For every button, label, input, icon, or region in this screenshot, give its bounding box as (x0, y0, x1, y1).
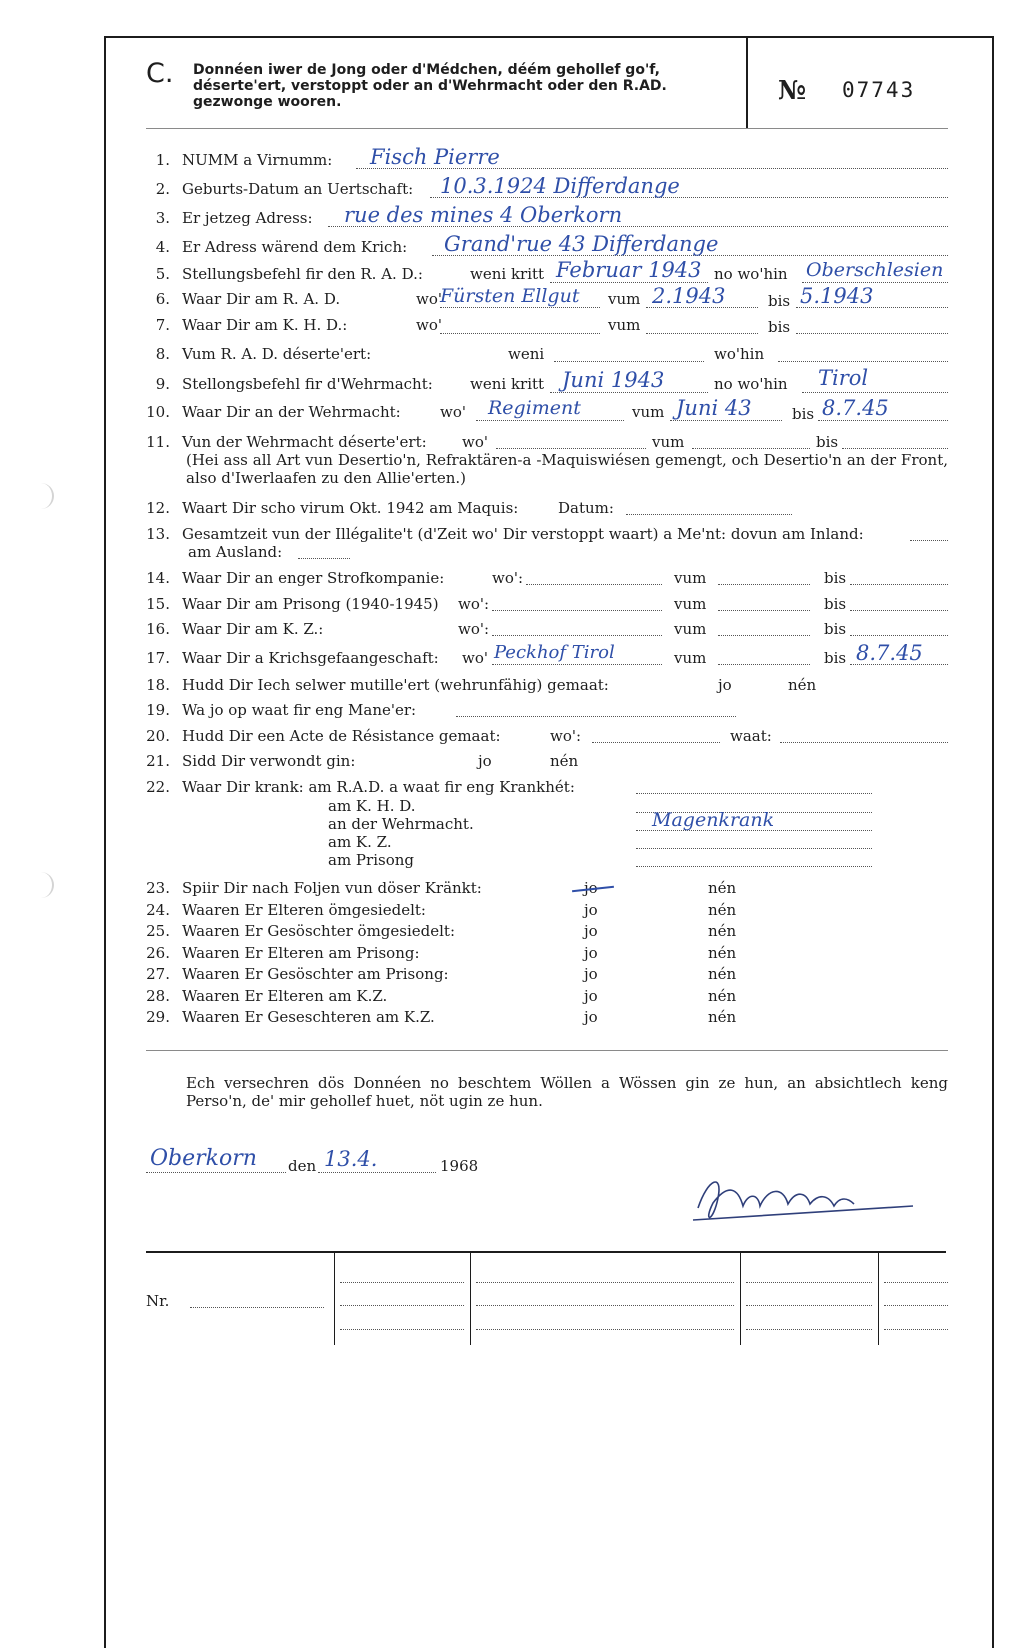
handwritten-rad-order-dest[interactable]: Oberschlesien (806, 259, 944, 281)
option-jo[interactable]: jo (584, 922, 598, 940)
footer-column-divider (740, 1253, 741, 1345)
label-weni: weni (508, 345, 545, 363)
label-vum: vum (674, 620, 707, 638)
label-bis: bis (768, 318, 791, 336)
handwritten-pow-where[interactable]: Peckhof Tirol (494, 642, 615, 663)
label-bis: bis (792, 405, 815, 423)
field-row: 13. Gesamtzeit vun der Illégalite't (d'Zeit wo' Dir verstoppt waart) a Me'nt: dovun am Inland: (146, 525, 864, 543)
field-row: 3. Er jetzeg Adress: (155, 209, 313, 227)
label-no-wohin: no wo'hin (714, 265, 788, 283)
handwritten-birth[interactable]: 10.3.1924 Differdange (440, 174, 680, 198)
fill-line (796, 333, 948, 334)
fill-line (492, 610, 662, 611)
option-nen[interactable]: nén (708, 879, 737, 897)
option-jo[interactable]: jo (584, 987, 598, 1005)
fill-line (476, 1282, 734, 1283)
field-row: 29. Waaren Er Geseschteren am K.Z. (146, 1008, 435, 1026)
field-row: 9. Stellongsbefehl fir d'Wehrmacht: (155, 375, 433, 393)
option-nen[interactable]: nén (708, 901, 737, 919)
footer-column-divider (334, 1253, 335, 1345)
fill-line (910, 540, 948, 541)
declaration-text: Ech versechren dös Donnéen no beschtem Wöllen a Wössen gin ze hun, an absichtlech keng Perso'n, de' mir gehollef huet, nöt ugin ze hun. (186, 1074, 948, 1110)
field-row: 16. Waar Dir am K. Z.: (146, 620, 324, 638)
label-bis: bis (824, 620, 847, 638)
fill-line (850, 584, 948, 585)
fill-line (592, 742, 720, 743)
declaration-separator (146, 1050, 948, 1051)
fill-line (746, 1282, 872, 1283)
fill-line (850, 610, 948, 611)
handwritten-rad-where[interactable]: Fürsten Ellgut (440, 285, 580, 307)
fill-line (456, 716, 736, 717)
option-nen[interactable]: nén (708, 1008, 737, 1026)
field-row: 21. Sidd Dir verwondt gin: (146, 752, 356, 770)
handwritten-date[interactable]: 13.4. (324, 1147, 378, 1171)
fill-line (884, 1282, 948, 1283)
handwritten-place[interactable]: Oberkorn (150, 1146, 257, 1171)
note-11: (Hei ass all Art vun Desertio'n, Refraktären-a -Maquiswiésen gemengt, och Desertio'n an der Front, also d'Iwerlaafen zu den Allie'erten.) (186, 451, 948, 487)
fill-line (550, 282, 708, 283)
field-row: 4. Er Adress wärend dem Krich: (155, 238, 408, 256)
label-wo: wo': (492, 569, 524, 587)
field-row: 8. Vum R. A. D. déserte'ert: (155, 345, 372, 363)
fill-line (476, 1329, 734, 1330)
label-vum: vum (608, 290, 641, 308)
fill-line (670, 420, 782, 421)
footer-column-divider (470, 1253, 471, 1345)
fill-line (550, 392, 708, 393)
fill-line (718, 610, 810, 611)
option-jo[interactable]: jo (584, 944, 598, 962)
fill-line (692, 448, 810, 449)
field-row: 18. Hudd Dir Iech selwer mutille'ert (wehrunfähig) gemaat: (146, 676, 609, 694)
handwritten-illness[interactable]: Magenkrank (652, 809, 775, 831)
field-row: 20. Hudd Dir een Acte de Résistance gemaat: (146, 727, 501, 745)
fill-line (718, 664, 810, 665)
label-bis: bis (768, 292, 791, 310)
fill-line (476, 1305, 734, 1306)
form-number: 07743 (842, 78, 916, 102)
label-wo: wo' (416, 290, 442, 308)
field-row: 6. Waar Dir am R. A. D. (155, 290, 341, 308)
label-wo: wo': (458, 595, 490, 613)
option-jo[interactable]: jo (584, 965, 598, 983)
handwritten-rad-from[interactable]: 2.1943 (652, 284, 726, 308)
signature (688, 1168, 918, 1232)
fill-line (440, 307, 600, 308)
fill-line (190, 1307, 324, 1308)
number-symbol: № (778, 76, 807, 106)
sub-prisong: am Prisong (328, 851, 414, 869)
field-row: 2. Geburts-Datum an Uertschaft: (155, 180, 414, 198)
label-wo: wo' (440, 403, 466, 421)
fill-line (636, 793, 872, 794)
handwritten-wm-order-date[interactable]: Juni 1943 (562, 368, 665, 392)
fill-line (778, 361, 948, 362)
label-no-wohin: no wo'hin (714, 375, 788, 393)
fill-line (492, 664, 662, 665)
label-bis: bis (816, 433, 839, 451)
fill-line (496, 448, 646, 449)
fill-line (476, 420, 624, 421)
option-jo[interactable]: jo (584, 879, 598, 897)
field-row: 14. Waar Dir an enger Strofkompanie: (146, 569, 445, 587)
option-nen[interactable]: nén (708, 944, 737, 962)
punch-hole-mark (38, 483, 54, 509)
fill-line (842, 448, 948, 449)
handwritten-current-address[interactable]: rue des mines 4 Oberkorn (344, 203, 623, 227)
field-row: 27. Waaren Er Gesöschter am Prisong: (146, 965, 449, 983)
fill-line (636, 866, 872, 867)
field-row: 1. NUMM a Virnumm: (155, 151, 333, 169)
label-wo: wo' (462, 649, 488, 667)
field-row: 7. Waar Dir am K. H. D.: (155, 316, 348, 334)
fill-line (746, 1329, 872, 1330)
field-row: 24. Waaren Er Elteren ömgesiedelt: (146, 901, 426, 919)
fill-line (718, 635, 810, 636)
option-nen[interactable]: nén (708, 922, 737, 940)
handwritten-wm-from[interactable]: Juni 43 (676, 396, 752, 420)
label-bis: bis (824, 569, 847, 587)
footer-column-divider (878, 1253, 879, 1345)
fill-line (340, 1282, 464, 1283)
sub-wehrmacht: an der Wehrmacht. (328, 815, 474, 833)
label-waat: waat: (730, 727, 772, 745)
field-row: 10. Waar Dir an der Wehrmacht: (146, 403, 401, 421)
label-weni-kritt: weni kritt (470, 265, 545, 283)
footer-line (146, 1251, 946, 1253)
fill-line (440, 333, 600, 334)
label-den: den (288, 1157, 317, 1175)
label-year: 1968 (440, 1157, 479, 1175)
label-vum: vum (632, 403, 665, 421)
label-wohin: wo'hin (714, 345, 765, 363)
label-vum: vum (652, 433, 685, 451)
label-wo: wo' (416, 316, 442, 334)
field-row: 19. Wa jo op waat fir eng Mane'er: (146, 701, 417, 719)
option-nen[interactable]: nén (788, 676, 817, 694)
fill-line (646, 333, 758, 334)
punch-hole-mark (38, 872, 54, 898)
label-am-ausland: am Ausland: (188, 543, 283, 561)
handwritten-pow-to[interactable]: 8.7.45 (856, 641, 923, 665)
label-bis: bis (824, 649, 847, 667)
label-vum: vum (608, 316, 641, 334)
fill-line (340, 1329, 464, 1330)
label-vum: vum (674, 595, 707, 613)
header-divider (746, 38, 748, 128)
label-weni-kritt: weni kritt (470, 375, 545, 393)
option-nen[interactable]: nén (550, 752, 579, 770)
fill-line (780, 742, 948, 743)
label-vum: vum (674, 569, 707, 587)
handwritten-wm-to[interactable]: 8.7.45 (822, 396, 889, 420)
fill-line (850, 635, 948, 636)
label-datum: Datum: (558, 499, 614, 517)
field-row: 23. Spiir Dir nach Foljen vun döser Kränkt: (146, 879, 482, 897)
label-wo: wo' (462, 433, 488, 451)
fill-line (340, 1305, 464, 1306)
handwritten-war-address[interactable]: Grand'rue 43 Differdange (444, 232, 719, 256)
fill-line (802, 392, 948, 393)
field-row: 5. Stellungsbefehl fir den R. A. D.: (155, 265, 423, 283)
fill-line (146, 1172, 286, 1173)
field-row: 22. Waar Dir krank: am R.A.D. a waat fir eng Krankhét: (146, 778, 575, 796)
option-jo[interactable]: jo (718, 676, 732, 694)
handwritten-rad-order-date[interactable]: Februar 1943 (556, 258, 702, 282)
fill-line (884, 1305, 948, 1306)
handwritten-wm-order-dest[interactable]: Tirol (818, 366, 869, 390)
form-title: Donnéen iwer de Jong oder d'Médchen, déém gehollef go'f, déserte'ert, verstoppt oder an d'Wehrmacht oder den R.AD. gezwonge wooren. (193, 62, 667, 110)
label-vum: vum (674, 649, 707, 667)
option-jo[interactable]: jo (584, 1008, 598, 1026)
fill-line (526, 584, 662, 585)
section-letter: C. (146, 58, 174, 89)
field-row: 17. Waar Dir a Krichsgefaangeschaft: (146, 649, 439, 667)
handwritten-wm-where[interactable]: Regiment (488, 397, 581, 419)
fill-line (818, 420, 948, 421)
label-wo: wo': (550, 727, 582, 745)
label-bis: bis (824, 595, 847, 613)
fill-line (884, 1329, 948, 1330)
field-row: 28. Waaren Er Elteren am K.Z. (146, 987, 388, 1005)
field-row: 25. Waaren Er Gesöschter ömgesiedelt: (146, 922, 456, 940)
option-jo[interactable]: jo (584, 901, 598, 919)
field-row: 15. Waar Dir am Prisong (1940-1945) (146, 595, 439, 613)
fill-line (492, 635, 662, 636)
handwritten-rad-to[interactable]: 5.1943 (800, 284, 874, 308)
sub-kz: am K. Z. (328, 833, 392, 851)
fill-line (746, 1305, 872, 1306)
field-row: 26. Waaren Er Elteren am Prisong: (146, 944, 420, 962)
fill-line (298, 558, 350, 559)
fill-line (318, 1172, 436, 1173)
header-separator (146, 128, 948, 129)
footer-nr-label: Nr. (146, 1292, 170, 1310)
field-row: 12. Waart Dir scho virum Okt. 1942 am Maquis: (146, 499, 519, 517)
fill-line (636, 848, 872, 849)
fill-line (718, 584, 810, 585)
label-wo: wo': (458, 620, 490, 638)
option-nen[interactable]: nén (708, 965, 737, 983)
fill-line (802, 282, 948, 283)
sub-khd: am K. H. D. (328, 797, 416, 815)
field-row: 11. Vun der Wehrmacht déserte'ert: (146, 433, 427, 451)
handwritten-name[interactable]: Fisch Pierre (370, 145, 500, 169)
fill-line (626, 514, 792, 515)
option-nen[interactable]: nén (708, 987, 737, 1005)
option-jo[interactable]: jo (478, 752, 492, 770)
fill-line (554, 361, 704, 362)
